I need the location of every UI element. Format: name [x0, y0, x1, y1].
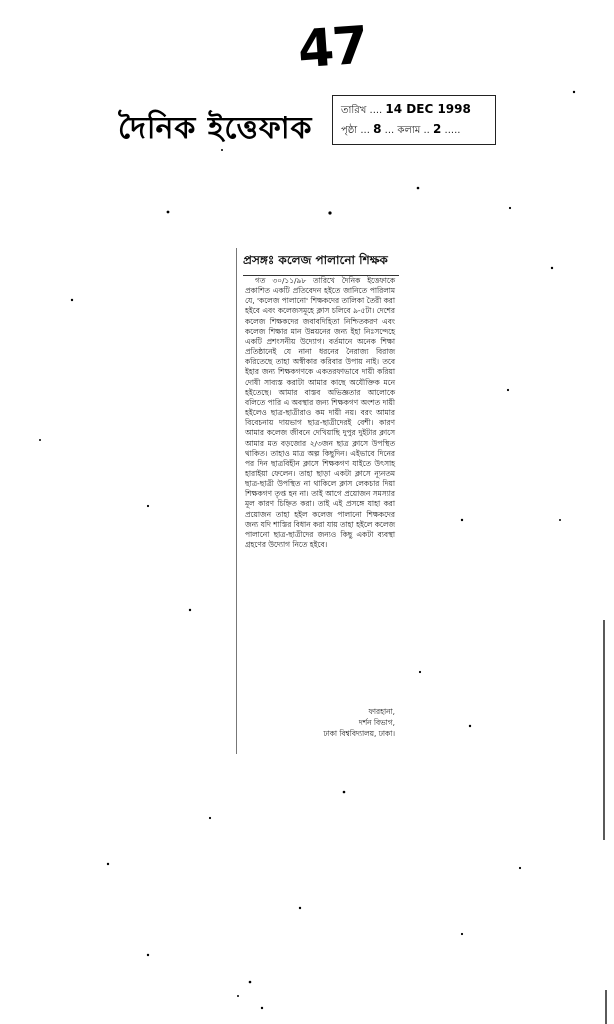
author-department: দর্শন বিভাগ,: [358, 718, 395, 727]
stamp-date-label: তারিখ: [341, 105, 367, 116]
author-institution: ঢাকা বিশ্ববিদ্যালয়, ঢাকা।: [323, 729, 395, 738]
article-paragraph: গত ৩০/১১/৯৮ তারিখে দৈনিক ইত্তেফাকে প্রকাশিত একটি প্রতিবেদন হইতে জানিতে পারিলাম যে, 'কলেজ পালানো' শিক্ষকদের তালিকা তৈরী করা হইবে এবং কলেজসমূহে ক্লাস চলিবে ৯-৫টা। দেশের কলেজ শিক্ষকদের জবাবদিহিতা নিশ্চিতকরণ এবং কলেজ শিক্ষার মান উন্নয়নের জন্য ইহা নিঃসন্দেহে একটি প্রশংসনীয় উদ্যোগ। বর্তমানে অনেক শিক্ষা প্রতিষ্ঠানেই যে নানা ধরনের নৈরাজ্য বিরাজ করিতেছে তাহা অস্বীকার করিবার উপায় নাই। তবে ইহার জন্য শিক্ষকগণকে একতরফাভাবে দায়ী করিয়া দোষী সাব্যস্ত করাটা আমার কাছে অযৌক্তিক মনে হইতেছে। আমার বাস্তব অভিজ্ঞতার আলোকে বলিতে পারি এ অবস্থার জন্য শিক্ষকগণ অংশত দায়ী হইলেও ছাত্র-ছাত্রীরাও কম দায়ী নয়। বরং আমার বিবেচনায় দায়ভাগ ছাত্র-ছাত্রীদেরই বেশী। কারণ আমার কলেজ জীবনে দেখিয়াছি দুপুর দুইটার ক্লাসে আমার মত বড়জোর ২/৩জন ছাত্র ক্লাসে উপস্থিত থাকিত। তাহাও মাত্র অল্প কিছুদিন। এইভাবে দিনের পর দিন ছাত্রবিহীন ক্লাসে শিক্ষকগণ যাইতে উৎসাহ হারাইয়া ফেলেন। তাহা ছাড়া একটা ক্লাসে ন্যূনতম ছাত্র-ছাত্রী উপস্থিত না থাকিলে ক্লাস লেকচার দিয়া শিক্ষকগণ তৃপ্ত হন না। তাই আগে প্রয়োজন সমস্যার মূল কারণ চিহ্নিত করা। তাই এই প্রসঙ্গে যাহা করা প্রয়োজন তাহা হইল কলেজ পালানো শিক্ষকদের জন্য যদি শাস্তির বিধান করা যায় তাহা হইলে কলেজ পালানো ছাত্র-ছাত্রীদের জন্যও কিছু একটা ব্যবস্থা গ্রহণের উদ্যোগ নিতে হইবে।: [245, 276, 395, 550]
article-title: প্রসঙ্গঃ কলেজ পালানো শিক্ষক: [243, 252, 399, 276]
stamp-date-value: 14 DEC 1998: [385, 102, 471, 116]
stamp-page-column-row: পৃষ্ঠা ... 8 ... কলাম .. 2 .....: [341, 122, 461, 136]
stamp-date-row: তারিখ .... 14 DEC 1998: [341, 102, 471, 116]
stamp-page-label: পৃষ্ঠা: [341, 125, 358, 136]
stamp-page-value: 8: [373, 122, 382, 136]
author-name: ফারহানা,: [368, 707, 395, 716]
newspaper-masthead: দৈনিক ইত্তেফাক: [118, 111, 313, 146]
stamp-column-label: কলাম: [397, 125, 421, 136]
stamp-column-value: 2: [433, 122, 442, 136]
handwritten-page-number: 47: [295, 15, 369, 81]
